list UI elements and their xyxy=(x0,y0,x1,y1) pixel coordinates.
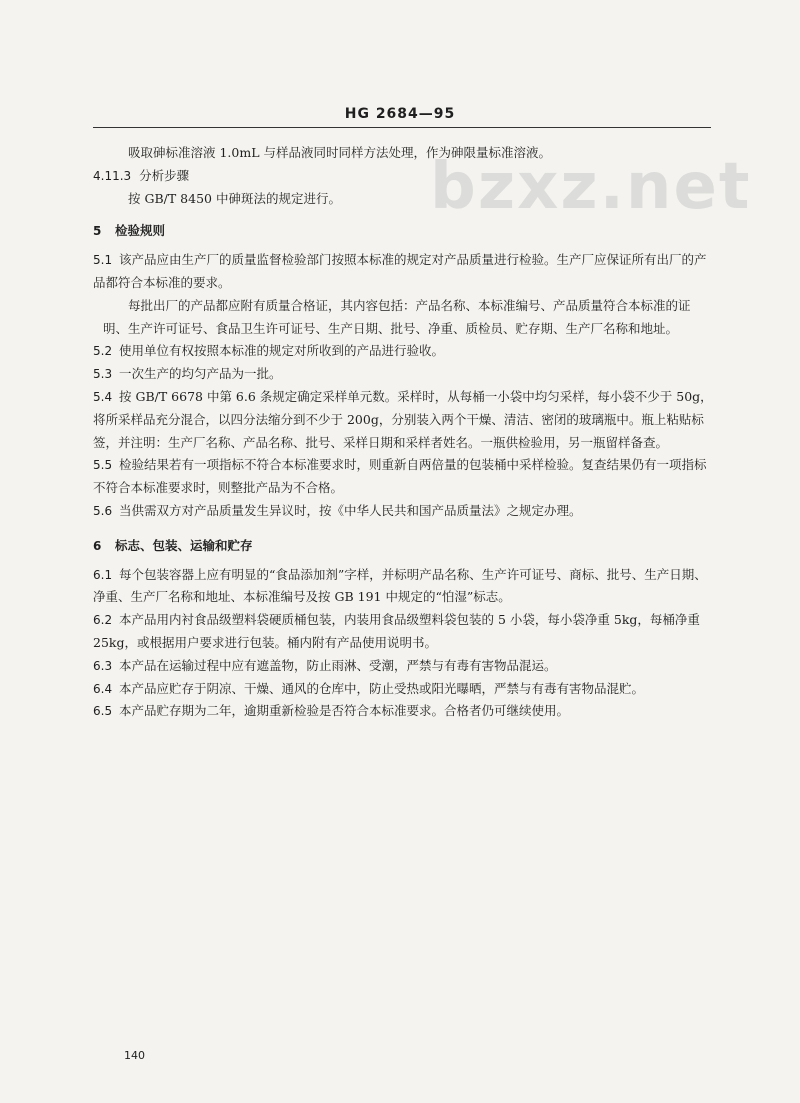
clause-5-3 xyxy=(93,363,715,386)
clause-5-2 xyxy=(93,340,715,363)
clause-6-2 xyxy=(93,609,715,655)
header-rule xyxy=(93,127,711,128)
section-number: 6 xyxy=(93,538,102,553)
clause-body: 本产品在运输过程中应有遮盖物，防止雨淋、受潮，严禁与有毒有害物品混运。 xyxy=(119,657,557,673)
clause-number: 6.4 xyxy=(93,681,113,696)
clause-body: 本产品用内衬食品级塑料袋硬质桶包装，内装用食品级塑料袋包装的 5 小袋，每小袋净重 5kg，每桶净重 25kg，或根据用户要求进行包装。桶内附有产品使用说明书。 xyxy=(93,612,700,650)
clause-number: 5.6 xyxy=(93,503,113,518)
clause-title: 分析步骤 xyxy=(139,167,190,183)
clause-body: 当供需双方对产品质量发生异议时，按《中华人民共和国产品质量法》之规定办理。 xyxy=(119,502,582,518)
section-title: 标志、包装、运输和贮存 xyxy=(115,537,253,553)
clause-body: 该产品应由生产厂的质量监督检验部门按照本标准的规定对产品质量进行检验。生产厂应保证所有出厂的产品都符合本标准的要求。 xyxy=(93,252,707,290)
paragraph-5-1-cont: 每批出厂的产品都应附有质量合格证，其内容包括：产品名称、本标准编号、产品质量符合本标准的证明、生产许可证号、食品卫生许可证号、生产日期、批号、净重、质检员、贮存期、生产厂名称和地址。 xyxy=(103,297,691,336)
watermark: bzxz.net xyxy=(430,150,752,224)
clause-5-6 xyxy=(93,500,715,523)
clause-5-4 xyxy=(93,386,715,454)
clause-body: 本产品贮存期为二年，逾期重新检验是否符合本标准要求。合格者仍可继续使用。 xyxy=(119,703,570,719)
clause-body: 使用单位有权按照本标准的规定对所收到的产品进行验收。 xyxy=(119,343,445,359)
section-heading-5 xyxy=(93,220,715,243)
clause-number: 6.1 xyxy=(93,567,113,582)
clause-number: 4.11.3 xyxy=(93,168,132,183)
section-number: 5 xyxy=(93,224,102,239)
document-body xyxy=(93,142,715,723)
clause-number: 6.2 xyxy=(93,613,113,628)
clause-number: 5.5 xyxy=(93,458,113,473)
standard-code-header: HG 2684—95 xyxy=(344,106,456,122)
clause-body: 检验结果若有一项指标不符合本标准要求时，则重新自两倍量的包装桶中采样检验。复查结果仍有一项指标不符合本标准要求时，则整批产品为不合格。 xyxy=(93,457,707,496)
clause-5-5 xyxy=(93,454,715,500)
clause-number: 6.3 xyxy=(93,658,113,673)
clause-number: 5.3 xyxy=(93,367,113,382)
section-heading-6 xyxy=(93,535,715,558)
clause-6-5 xyxy=(93,700,715,723)
clause-number: 5.4 xyxy=(93,389,113,404)
clause-6-3 xyxy=(93,655,715,678)
clause-body: 一次生产的均匀产品为一批。 xyxy=(119,366,282,382)
clause-body: 本产品应贮存于阴凉、干燥、通风的仓库中，防止受热或阳光曝晒，严禁与有毒有害物品混贮。 xyxy=(119,680,645,696)
clause-number: 5.1 xyxy=(93,253,113,268)
clause-body: 每个包装容器上应有明显的“食品添加剂”字样，并标明产品名称、生产许可证号、商标、批号、生产日期、净重、生产厂名称和地址、本标准编号及按 GB 191 中规定的“怕湿”标志。 xyxy=(93,566,707,605)
paragraph-4-11-3-body: 按 GB/T 8450 中砷斑法的规定进行。 xyxy=(128,190,341,206)
clause-5-1 xyxy=(93,249,715,295)
page-number: 140 xyxy=(124,1049,145,1062)
clause-6-1 xyxy=(93,564,715,610)
paragraph-4-11-2-tail: 吸取砷标准溶液 1.0mL 与样品液同时同样方法处理，作为砷限量标准溶液。 xyxy=(128,145,551,160)
clause-4-11-3 xyxy=(93,165,715,188)
section-title: 检验规则 xyxy=(115,223,166,239)
clause-number: 5.2 xyxy=(93,344,113,359)
clause-6-4 xyxy=(93,678,715,701)
clause-body: 按 GB/T 6678 中第 6.6 条规定确定采样单元数。采样时，从每桶一小袋中均匀采样，每小袋不少于 50g，将所采样品充分混合，以四分法缩分到不少于 200g，分别装入两个干燥、清洁、密闭的玻璃瓶中。瓶上粘贴标签，并注明：生产厂名称、产品名称、批号、采样日期和采样者姓名。一瓶供检验用，另一瓶留样备查。 xyxy=(93,388,713,450)
clause-number: 6.5 xyxy=(93,704,113,719)
